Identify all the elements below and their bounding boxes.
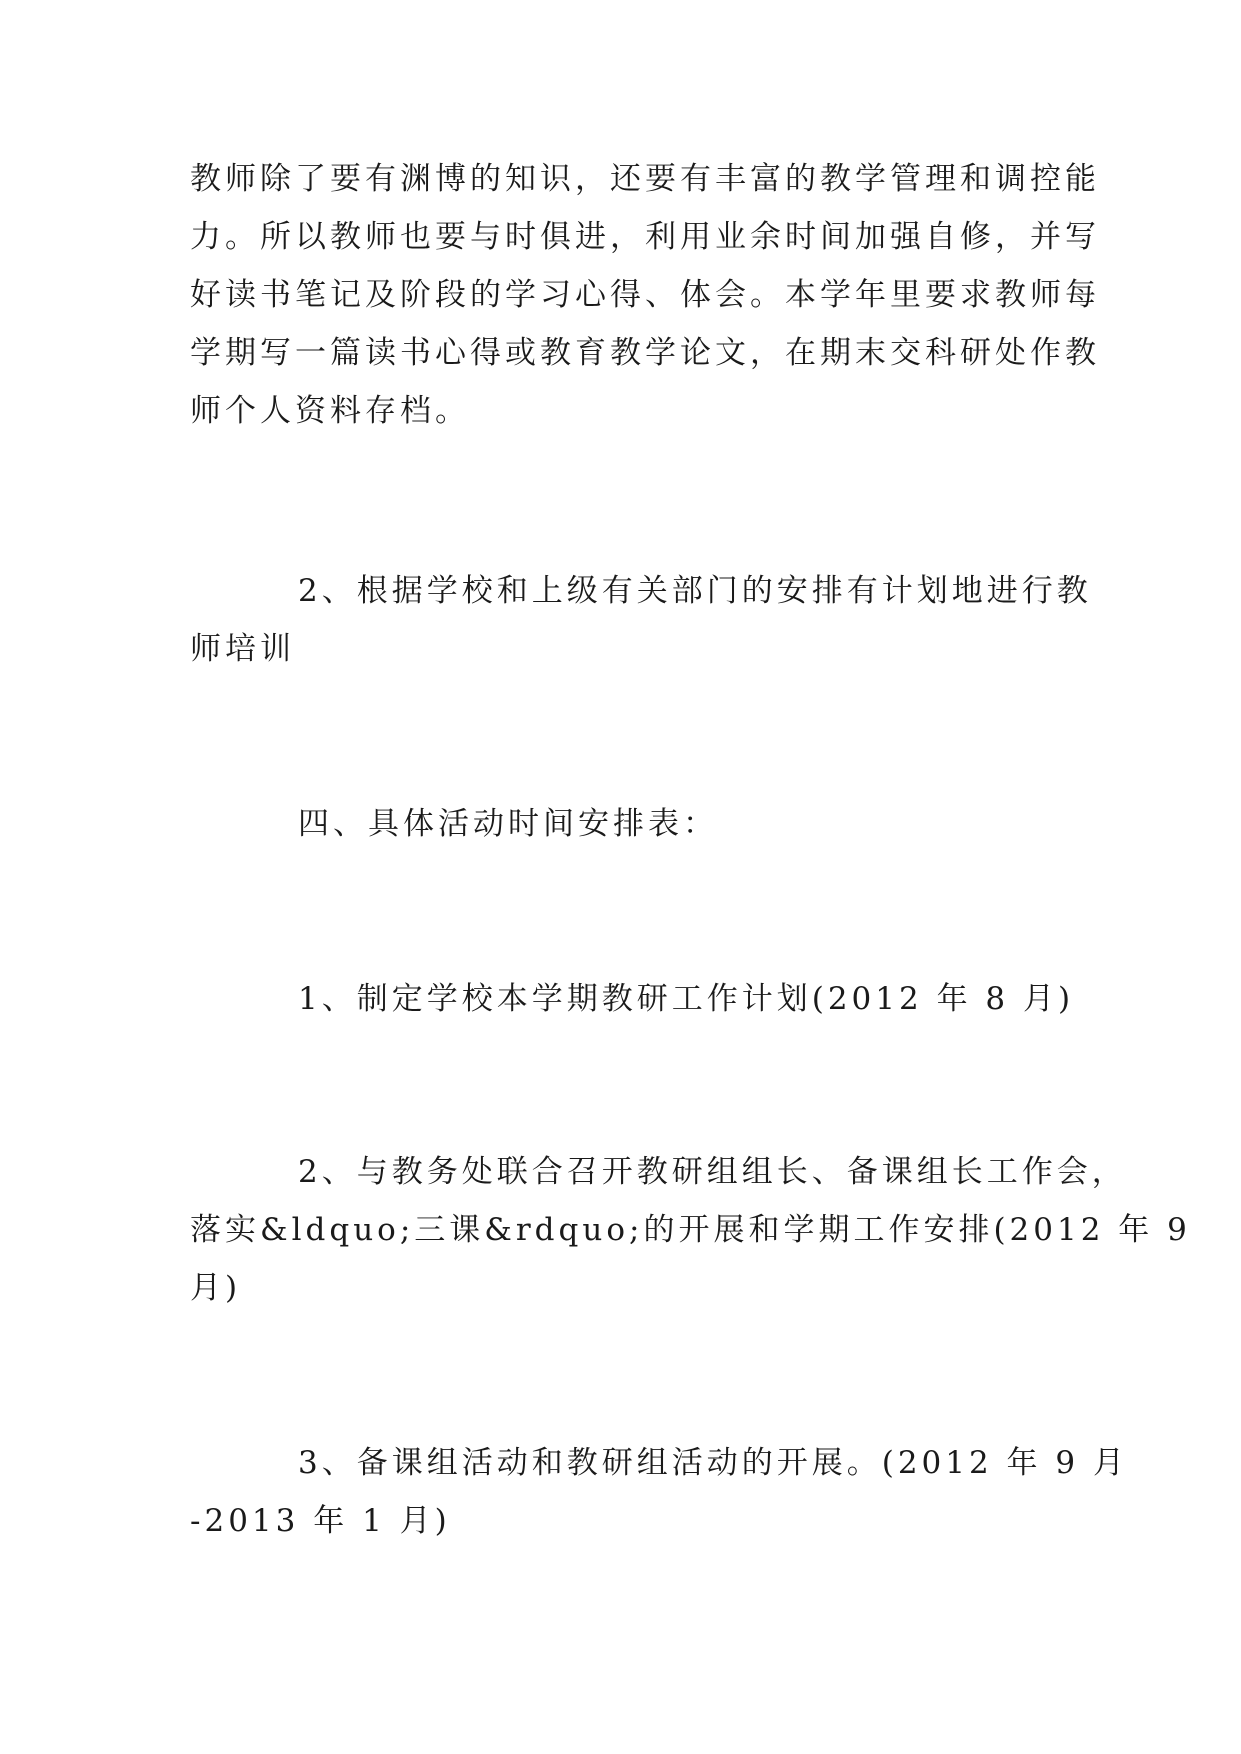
text-line: 师个人资料存档。 xyxy=(190,393,470,429)
section-heading-schedule xyxy=(190,795,1070,853)
text-line: 3、备课组活动和教研组活动的开展。(2012 年 9 月 xyxy=(298,1445,1128,1481)
paragraph-teacher-self-study xyxy=(190,150,1100,440)
schedule-item-1 xyxy=(190,970,1075,1028)
text-line: 力。所以教师也要与时俱进，利用业余时间加强自修，并写 xyxy=(190,219,1100,255)
text-line: 学期写一篇读书心得或教育教学论文，在期末交科研处作教 xyxy=(190,335,1100,371)
paragraph-teacher-training xyxy=(190,562,1092,678)
text-line: 四、具体活动时间安排表： xyxy=(298,806,718,842)
text-line: -2013 年 1 月) xyxy=(190,1503,451,1539)
schedule-item-3 xyxy=(190,1434,1128,1550)
text-line: 月) xyxy=(190,1270,242,1306)
text-line: 教师除了要有渊博的知识，还要有丰富的教学管理和调控能 xyxy=(190,161,1100,197)
text-line: 好读书笔记及阶段的学习心得、体会。本学年里要求教师每 xyxy=(190,277,1100,313)
text-line: 2、根据学校和上级有关部门的安排有计划地进行教 xyxy=(298,573,1092,609)
text-line: 落实&ldquo;三课&rdquo;的开展和学期工作安排(2012 年 9 xyxy=(190,1212,1191,1248)
text-line: 师培训 xyxy=(190,631,295,667)
schedule-item-2 xyxy=(190,1143,1191,1317)
text-line: 2、与教务处联合召开教研组组长、备课组长工作会， xyxy=(298,1154,1127,1190)
text-line: 1、制定学校本学期教研工作计划(2012 年 8 月) xyxy=(298,981,1075,1017)
